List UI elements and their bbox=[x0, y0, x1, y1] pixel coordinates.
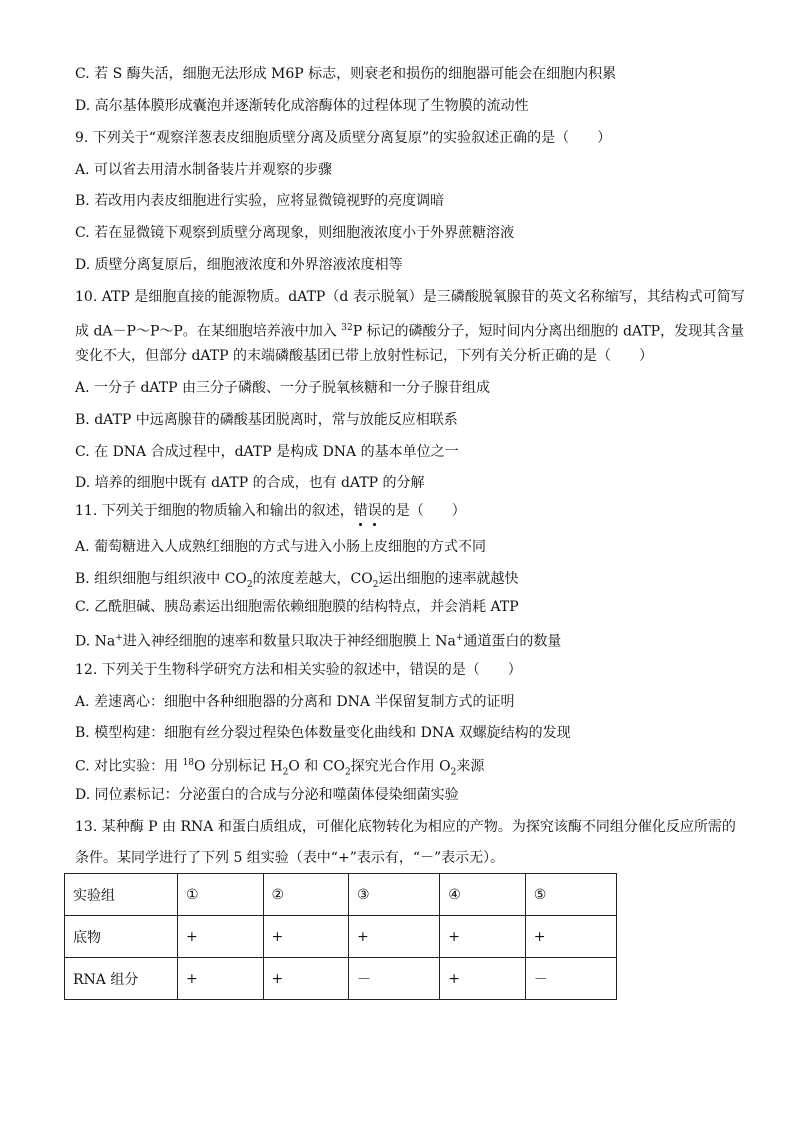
question-11-stem: 11. 下列关于细胞的物质输入和输出的叙述，错误的是（ ） bbox=[75, 503, 466, 519]
question-13-stem-line1: 13. 某种酶 P 由 RNA 和蛋白质组成，可催化底物转化为相应的产物。为探究该酶不同组分催化反应所需的 bbox=[75, 819, 736, 835]
option-9d: D. 质壁分离复原后，细胞液浓度和外界溶液浓度相等 bbox=[75, 257, 403, 273]
option-10d: D. 培养的细胞中既有 dATP 的合成，也有 dATP 的分解 bbox=[75, 475, 425, 491]
question-10-stem-line1: 10. ATP 是细胞直接的能源物质。dATP（d 表示脱氧）是三磷酸脱氧腺苷的英文名称缩写，其结构式可简写 bbox=[75, 289, 745, 305]
option-9b: B. 若改用内表皮细胞进行实验，应将显微镜视野的亮度调暗 bbox=[75, 193, 445, 209]
table-cell: ④ bbox=[440, 874, 526, 916]
option-8d: D. 高尔基体膜形成囊泡并逐渐转化成溶酶体的过程体现了生物膜的流动性 bbox=[75, 98, 529, 114]
table-cell: + bbox=[178, 916, 264, 958]
option-12c: C. 对比实验：用 $^{18}$O 分别标记 $H_2O$ 和 $CO_2$探究光合作用 $O_2$来源 bbox=[75, 758, 485, 778]
option-11b: B. 组织细胞与组织液中 $CO_2$的浓度差越大，$CO_2$运出细胞的速率就越快 bbox=[75, 571, 519, 590]
question-12-stem: 12. 下列关于生物科学研究方法和相关实验的叙述中，错误的是（ ） bbox=[75, 662, 522, 678]
option-11d: D. Na+进入神经细胞的速率和数量只取决于神经细胞膜上 Na+通道蛋白的数量 bbox=[75, 633, 562, 650]
option-10c: C. 在 DNA 合成过程中，dATP 是构成 DNA 的基本单位之一 bbox=[75, 444, 459, 460]
table-row bbox=[65, 958, 617, 1000]
emphasis-dot-char: 错 bbox=[353, 503, 368, 519]
option-11a: A. 葡萄糖进入人成熟红细胞的方式与进入小肠上皮细胞的方式不同 bbox=[75, 539, 487, 555]
table-cell: + bbox=[349, 916, 440, 958]
table-cell: + bbox=[440, 958, 526, 1000]
table-cell: － bbox=[349, 958, 440, 1000]
table-cell: RNA 组分 bbox=[65, 958, 178, 1000]
option-12b: B. 模型构建：细胞有丝分裂过程染色体数量变化曲线和 DNA 双螺旋结构的发现 bbox=[75, 725, 571, 741]
question-9-stem: 9. 下列关于“观察洋葱表皮细胞质壁分离及质壁分离复原”的实验叙述正确的是（ ） bbox=[75, 130, 612, 146]
table-cell: + bbox=[263, 958, 349, 1000]
option-9a: A. 可以省去用清水制备装片并观察的步骤 bbox=[75, 162, 333, 178]
option-10a: A. 一分子 dATP 由三分子磷酸、一分子脱氧核糖和一分子腺苷组成 bbox=[75, 380, 490, 396]
table-cell: ⑤ bbox=[525, 874, 616, 916]
experiment-table bbox=[64, 873, 617, 1000]
table-cell: + bbox=[525, 916, 616, 958]
option-12a: A. 差速离心：细胞中各种细胞器的分离和 DNA 半保留复制方式的证明 bbox=[75, 694, 515, 710]
table-cell: ② bbox=[263, 874, 349, 916]
option-12d: D. 同位素标记：分泌蛋白的合成与分泌和噬菌体侵染细菌实验 bbox=[75, 787, 459, 803]
table-cell: ③ bbox=[349, 874, 440, 916]
table-cell: + bbox=[440, 916, 526, 958]
question-13-stem-line2: 条件。某同学进行了下列 5 组实验（表中“+”表示有，“－”表示无）。 bbox=[75, 850, 505, 866]
table-cell: 底物 bbox=[65, 916, 178, 958]
question-10-stem-line3: 变化不大，但部分 dATP 的末端磷酸基团已带上放射性标记，下列有关分析正确的是（ ） bbox=[75, 348, 653, 364]
table-cell: － bbox=[525, 958, 616, 1000]
option-10b: B. dATP 中远离腺苷的磷酸基团脱离时，常与放能反应相联系 bbox=[75, 412, 458, 428]
table-cell: ① bbox=[178, 874, 264, 916]
emphasis-dot-char: 误 bbox=[367, 503, 382, 519]
table-cell: + bbox=[178, 958, 264, 1000]
table-cell: 实验组 bbox=[65, 874, 178, 916]
option-9c: C. 若在显微镜下观察到质壁分离现象，则细胞液浓度小于外界蔗糖溶液 bbox=[75, 225, 515, 241]
table-cell: + bbox=[263, 916, 349, 958]
question-10-stem-line2: 成 dA－P～P～P。在某细胞培养液中加入 $^{32}$P 标记的磷酸分子，短时间内分离出细胞的 dATP，发现其含量 bbox=[75, 323, 745, 340]
option-8c: C. 若 S 酶失活，细胞无法形成 M6P 标志，则衰老和损伤的细胞器可能会在细胞内积累 bbox=[75, 66, 617, 82]
table-row bbox=[65, 916, 617, 958]
option-11c: C. 乙酰胆碱、胰岛素运出细胞需依赖细胞膜的结构特点，并会消耗 ATP bbox=[75, 599, 519, 615]
table-row bbox=[65, 874, 617, 916]
